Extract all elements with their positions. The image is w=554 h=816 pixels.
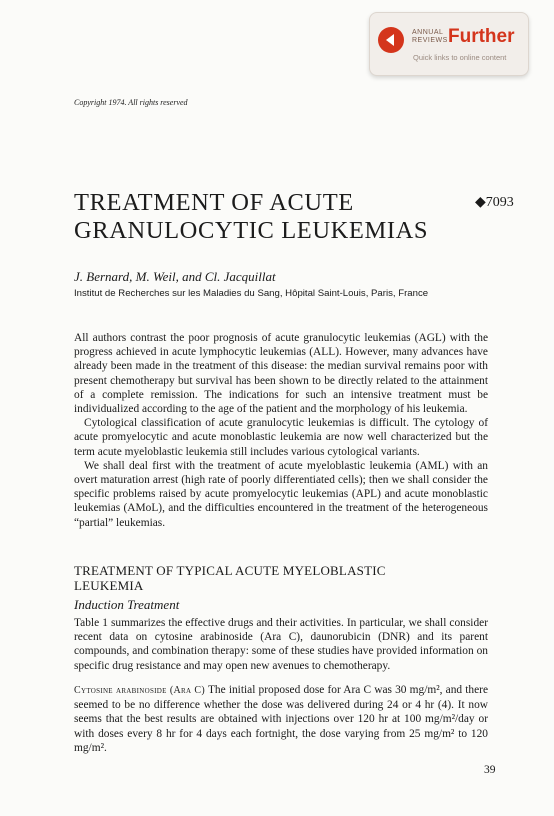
page-number: 39	[484, 764, 496, 776]
run-in-heading: Cytosine arabinoside (Ara C)	[74, 685, 206, 696]
subsection-heading: Induction Treatment	[74, 597, 180, 612]
body-paragraph: Table 1 summarizes the effective drugs and their activities. In particular, we shall consider recent data on cytosine arabinoside (Ara C), daunorubicin (DNR) and its parent compounds, and combination therapy: some of these studies have provided information on specific drug resistance and may open new avenues to chemotherapy.	[74, 617, 488, 672]
table-summary-paragraph	[74, 616, 488, 673]
badge-further-text: Further	[448, 26, 515, 47]
back-arrow-icon	[378, 27, 404, 53]
intro-paragraph: Cytological classification of acute granulocytic leukemias is difficult. The cytology of acute promyelocytic and acute monoblastic leukemia are now well characterized but the term acute myeloblastic leukemia still includes various cytological variants.	[74, 417, 488, 458]
badge-reviews-text: REVIEWS	[412, 37, 448, 44]
ara-c-text: The initial proposed dose for Ara C was 30 mg/m², and there seemed to be no difference whether the dose was delivered during 24 or 4 hr (4). It now seems that the best results are obtained with injections over 120 hr at 100 mg/m²/day or with doses every 8 hr for 4 days each fortnight, the dose varying from 25 mg/m² to 120 mg/m².	[74, 684, 488, 754]
article-title-line-1: TREATMENT OF ACUTE	[74, 189, 354, 216]
article-number: ◆7093	[475, 195, 514, 210]
authors: J. Bernard, M. Weil, and Cl. Jacquillat	[74, 269, 276, 284]
introduction	[74, 331, 488, 530]
body-paragraph	[74, 683, 488, 755]
section-heading-line-2: LEUKEMIA	[74, 577, 144, 593]
section-heading-line-1: TREATMENT OF TYPICAL ACUTE MYELOBLASTIC	[74, 563, 386, 578]
badge-annual-text: ANNUAL	[412, 29, 444, 36]
article-title	[74, 189, 428, 245]
section-heading	[74, 564, 386, 593]
article-title-line-2: GRANULOCYTIC LEUKEMIAS	[74, 217, 429, 244]
badge-quick-links-text[interactable]: Quick links to online content	[413, 53, 507, 62]
affiliation: Institut de Recherches sur les Maladies du Sang, Hôpital Saint-Louis, Paris, France	[74, 288, 429, 299]
ara-c-paragraph	[74, 683, 488, 755]
annual-reviews-further-badge[interactable]	[369, 12, 529, 76]
intro-paragraph: We shall deal first with the treatment of acute myeloblastic leukemia (AML) with an overt maturation arrest (high rate of poorly differentiated cells); then we shall consider the specific problems raised by acute promyelocytic leukemias (APL) and acute monoblastic leukemias (AMoL), and the difficulties encountered in the treatment of the heterogeneous “partial” leukemias.	[74, 459, 488, 529]
copyright-notice: Copyright 1974. All rights reserved	[74, 98, 188, 107]
intro-paragraph: All authors contrast the poor prognosis of acute granulocytic leukemias (AGL) with the progress achieved in acute lymphocytic leukemias (ALL). However, many advances have already been made in the treatment of this disease: the median survival remains poor with present chemotherapy but survival has been shown to be directly related to the attainment of a complete remission. The indications for such an intensive treatment must be individualized according to the age of the patient and the morphology of his leukemia.	[74, 332, 488, 416]
